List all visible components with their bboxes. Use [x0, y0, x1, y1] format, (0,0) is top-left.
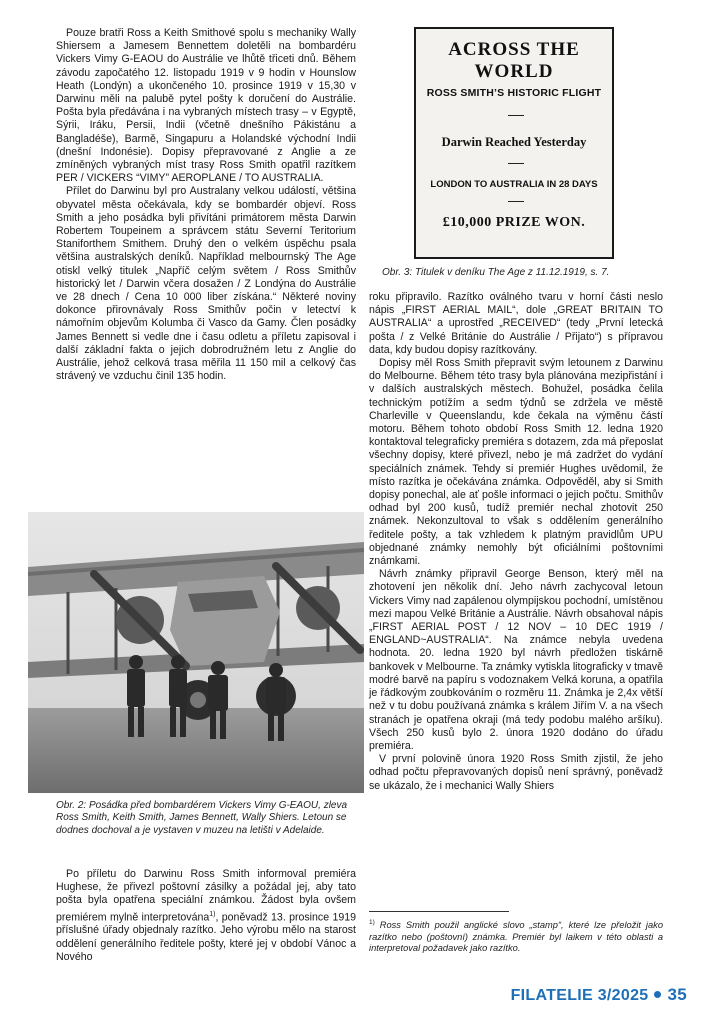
photo-caption: Obr. 2: Posádka před bombardérem Vickers Vimy G-EAOU, zleva Ross Smith, Keith Smith, James Bennett, Wally Shiers. Letoun se dodnes dochoval a je vystaven v muzeu na letišti v Adelaide.	[56, 800, 348, 836]
footnote-divider	[369, 911, 509, 912]
page-number: 35	[667, 985, 687, 1004]
left-column-bottom	[56, 868, 356, 964]
paragraph: Návrh známky připravil George Benson, který měl na zhotovení jen několik dní. Jeho návrh zachycoval letoun Vickers Vimy nad zapálenou olympijskou pochodní, umístěnou mezi mapou Velké Británie a Austrálie. Návrh obsahoval nápis „FIRST AERIAL POST / 12 NOV – 10 DEC 1919 / ENGLAND~AUSTRALIA“. Na známce nebyla uvedena hodnota. 20. ledna 1920 byl návrh předložen tiskárně bankovek v Melbourne. Ta známky vytiskla litograficky v tmavě modré barvě na papíru s vodoznakem Velká koruna, a opatřila je řádkovým zoubkováním o rozměru 11. Známka je 2,4x větší než v tu dobu používaná známka s králem Jiřím V. a na všech stranách je opatřena okraji (má tedy podobu malého aršíku). Všech 250 kusů bylo 2. února 1920 dodáno do úřadu premiéra.	[369, 568, 663, 752]
newspaper-headline-image	[414, 27, 614, 259]
crew-photo-graphic	[28, 512, 364, 793]
divider	[508, 163, 524, 164]
divider	[508, 201, 524, 202]
right-column	[369, 291, 663, 793]
paragraph: Přílet do Darwinu byl pro Australany velkou událostí, většina obyvatel města očekávala, kdy se bombardér objeví. Ross Smith a jeho posádka byli přivítáni primátorem města Darwin Robertem Toupeinem a správcem státu Severní Teritorium Staniforthem Smithem. Druhý den o velkém úspěchu psala většina australských deníků. Například melbournský The Age otiskl velký titulek „Napříč celým světem / Ross Smithův historický let / Darwin včera dosažen / Z Londýna do Austrálie ve 28 dnech / Cena 10 000 liber získána.“ Některé noviny dokonce přirovnávaly Ross Smithův počin v letectví k námořním objevům Kolumba či Vasco da Gamy. Člen posádky James Bennett si vedle dne i času odletu a příletu zapisoval i další základní fakta o jejich dobrodružném letu z Anglie do Austrálie, jehož celková trasa měřila 11 150 mil a celkový čas strávený ve vzduchu činil 135 hodin.	[56, 185, 356, 383]
paragraph: Dopisy měl Ross Smith přepravit svým letounem z Darwinu do Melbourne. Během této trasy byla plánována mezipřistání i v dalších australských městech. Bohužel, posádka čelila technickým potížím a sedm týdnů se zdržela ve městě Charleville v Queenslandu, kde čekala na výměnu částí motoru. Během tohoto období Ross Smith 12. ledna 1920 kontaktoval telegraficky premiéra s dotazem, zda má přeposlat všechny dopisy, které přivezl, nebo je má zadržet do vydání speciálních známek. Tehdy si premiér Hughes uvědomil, že místo razítka je očekávána známka. Odpověděl, aby si Smith dopisy ponechal, ale ať pošle informaci o jejich počtu. Smithův odhad byl 200 kusů, tudíž premiér nechal zhotovit 250 známek. Nekonzultoval to však s oddělením generálního ředitele pošty, a tak vzhledem k platným pravidlům UPU objednané známky nemohly být oficiálními poštovními známkami.	[369, 357, 663, 568]
paragraph	[56, 868, 356, 964]
left-column-top	[56, 27, 356, 383]
clipping-caption: Obr. 3: Titulek v deníku The Age z 11.12.1919, s. 7.	[382, 267, 610, 278]
headline-line: ROSS SMITH’S HISTORIC FLIGHT	[426, 87, 602, 99]
headline-line: Darwin Reached Yesterday	[441, 135, 587, 149]
paragraph: Pouze bratři Ross a Keith Smithové spolu s mechaniky Wally Shiersem a Jamesem Bennettem doletěli na bombardéru Vickers Vimy G-EAOU do Austrálie ve lhůtě třiceti dnů. Během závodu započatého 12. listopadu 1919 v 9 hodin v Hounslow Heath (Londýn) a ukončeného 10. prosince 1919 v 15,30 v Darwinu měli na palubě pytel pošty k doručení do Austrálie. Pošta byla předávána i na vybraných místech trasy – v Egyptě, Sýrii, Iráku, Persii, Indii (včetně dnešního Pákistánu a Bangladéše), Barmě, Singapuru a Holandské východní Indii (dnešní Indonésie). Dopisy přepravované z Anglie a ze zmíněných vybraných míst trasy Ross Smith opatřil razítkem PER / VICKERS “VIMY” AEROPLANE / TO AUSTRALIA.	[56, 27, 356, 185]
footnote-marker: 1)	[369, 919, 375, 926]
page-folio	[511, 985, 687, 1005]
headline-line: £10,000 PRIZE WON.	[442, 215, 586, 230]
divider	[508, 115, 524, 116]
bullet-icon	[654, 991, 661, 998]
paragraph-text: , poněvadž 13. prosince 1919 příslušné úřady objednaly razítko. Jeho výrobu mělo na starost oddělení generálního ředitele pošty, které jej v období Vánoc a Nového	[56, 911, 357, 963]
magazine-issue: FILATELIE 3/2025	[510, 987, 649, 1004]
footnote-text: Ross Smith použil anglické slovo „stamp“, které lze přeložit jako razítko nebo (poštovní) známka. Premiér byl laikem v této oblasti a interpretoval požadavek jako razítko.	[369, 920, 663, 953]
headline-line: ACROSS THE WORLD	[448, 39, 580, 82]
headline-line: LONDON TO AUSTRALIA IN 28 DAYS	[430, 179, 598, 190]
paragraph-text: Po příletu do Darwinu Ross Smith informoval premiéra Hughese, že přivezl poštovní zásilky a požádal jej, aby tato pošta byla opatřena speciální známkou. Žádost byla ovšem premiérem mylně interpretována	[56, 868, 356, 924]
paragraph: roku připravilo. Razítko oválného tvaru v horní části neslo nápis „FIRST AERIAL MAIL“, dole „GREAT BRITAIN TO AUSTRALIA“ a uprostřed „RECEIVED“ (tedy „První letecká pošta / z Velké Británie do Austrálie / Přijato“) s přípravou data, kdy budou dopisy razítkovány.	[369, 291, 663, 356]
paragraph: V první polovině února 1920 Ross Smith zjistil, že jeho odhad počtu přepravovaných dopisů není správný, poněvadž se ukázalo, že i mechanici Wally Shiers	[369, 753, 663, 792]
footnote	[369, 917, 663, 954]
footnote-ref: 1)	[209, 910, 216, 918]
crew-photo	[28, 512, 364, 793]
